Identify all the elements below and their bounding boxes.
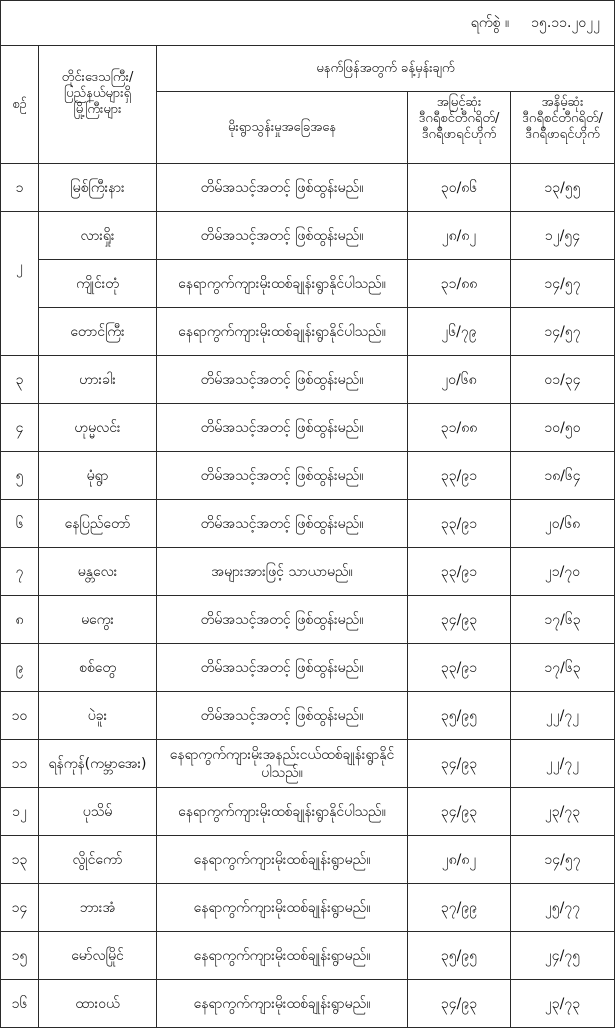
city-name: ပုသိမ် bbox=[39, 788, 156, 835]
city-name: မကွေး bbox=[39, 596, 156, 643]
min-temp: ၂၀/၆၈ bbox=[511, 500, 614, 547]
max-temp: ၃၄/၉၃ bbox=[408, 596, 510, 643]
min-temp: ၂၂/၇၂ bbox=[511, 692, 614, 739]
max-temp: ၂၀/၆၈ bbox=[408, 356, 510, 403]
header-rain-condition: မိုးရွာသွန်းမှုအခြေအနေ bbox=[157, 92, 407, 163]
rain-condition: အများအားဖြင့် သာယာမည်။ bbox=[157, 548, 407, 595]
rain-condition: နေရာကွက်ကျားမိုးထစ်ချုန်းရွာမည်။ bbox=[157, 836, 407, 883]
rain-condition: နေရာကွက်ကျားမိုးထစ်ချုန်းရွာမည်။ bbox=[157, 884, 407, 931]
max-temp: ၃၅/၉၅ bbox=[408, 932, 510, 979]
serial-number: ၁၀ bbox=[1, 692, 38, 739]
min-temp: ၂၂/၇၂ bbox=[511, 740, 614, 787]
serial-number: ၄ bbox=[1, 404, 38, 451]
max-temp: ၃၃/၉၁ bbox=[408, 548, 510, 595]
serial-number: ၂ bbox=[1, 212, 38, 355]
header-min-temp bbox=[511, 92, 614, 163]
min-temp: ၁၀/၅၀ bbox=[511, 404, 614, 451]
max-temp: ၃၃/၉၁ bbox=[408, 452, 510, 499]
rain-condition: တိမ်အသင့်အတင့် ဖြစ်ထွန်းမည်။ bbox=[157, 212, 407, 259]
rain-condition: တိမ်အသင့်အတင့် ဖြစ်ထွန်းမည်။ bbox=[157, 596, 407, 643]
city-name: မန္တလေး bbox=[39, 548, 156, 595]
city-name: မုံရွာ bbox=[39, 452, 156, 499]
rain-condition: တိမ်အသင့်အတင့် ဖြစ်ထွန်းမည်။ bbox=[157, 452, 407, 499]
rain-condition: တိမ်အသင့်အတင့် ဖြစ်ထွန်းမည်။ bbox=[157, 164, 407, 211]
city-name: စစ်တွေ bbox=[39, 644, 156, 691]
max-temp: ၂၈/၈၂ bbox=[408, 836, 510, 883]
min-temp: ၁၄/၅၇ bbox=[511, 260, 614, 307]
max-temp: ၃၁/၈၈ bbox=[408, 260, 510, 307]
rain-condition: နေရာကွက်ကျားမိုးထစ်ချုန်းရွာမည်။ bbox=[157, 932, 407, 979]
header-min-temp-line: ဒီဂရီစင်တီဂရိတ်/ bbox=[522, 110, 603, 126]
min-temp: ၁၇/၆၃ bbox=[511, 644, 614, 691]
serial-number: ၇ bbox=[1, 548, 38, 595]
city-name: လားရှိုး bbox=[39, 212, 156, 259]
max-temp: ၃၃/၉၁ bbox=[408, 644, 510, 691]
rain-condition: နေရာကွက်ကျားမိုးထစ်ချုန်းရွာနိုင်ပါသည်။ bbox=[157, 788, 407, 835]
date-row bbox=[1, 1, 614, 45]
min-temp: ၂၄/၇၅ bbox=[511, 932, 614, 979]
serial-number: ၁ bbox=[1, 164, 38, 211]
max-temp: ၃၁/၈၈ bbox=[408, 404, 510, 451]
header-max-temp-line: အမြင့်ဆုံး bbox=[436, 94, 482, 110]
min-temp: ၁၂/၅၄ bbox=[511, 212, 614, 259]
min-temp: ၂၃/၇၃ bbox=[511, 788, 614, 835]
max-temp: ၃၅/၉၅ bbox=[408, 692, 510, 739]
header-city bbox=[39, 46, 156, 163]
header-min-temp-line: အနိမ့်ဆုံး bbox=[541, 94, 584, 110]
city-name: ရန်ကုန်(ကမ္ဘာအေး) bbox=[39, 740, 156, 787]
min-temp: ၁၃/၅၅ bbox=[511, 164, 614, 211]
city-name: ပဲခူး bbox=[39, 692, 156, 739]
city-name: မော်လမြိုင် bbox=[39, 932, 156, 979]
rain-condition: နေရာကွက်ကျားမိုးအနည်းငယ်ထစ်ချုန်းရွာနိုင်ပါသည်။ bbox=[157, 740, 407, 787]
rain-condition: တိမ်အသင့်အတင့် ဖြစ်ထွန်းမည်။ bbox=[157, 404, 407, 451]
city-name: တောင်ကြီး bbox=[39, 308, 156, 355]
min-temp: ၂၅/၇၇ bbox=[511, 884, 614, 931]
serial-number: ၉ bbox=[1, 644, 38, 691]
city-name: ထားဝယ် bbox=[39, 980, 156, 1027]
header-serial: စဉ် bbox=[1, 46, 38, 163]
serial-number: ၁၃ bbox=[1, 836, 38, 883]
min-temp: ၁၈/၆၄ bbox=[511, 452, 614, 499]
serial-number: ၃ bbox=[1, 356, 38, 403]
serial-number: ၁၂ bbox=[1, 788, 38, 835]
serial-number: ၁၅ bbox=[1, 932, 38, 979]
city-name: လွိုင်ကော် bbox=[39, 836, 156, 883]
min-temp: ၁၄/၅၇ bbox=[511, 836, 614, 883]
header-city-line: ပြည်နယ်များရှိ bbox=[63, 85, 132, 101]
max-temp: ၃၃/၉၁ bbox=[408, 500, 510, 547]
max-temp: ၃၄/၉၃ bbox=[408, 740, 510, 787]
serial-number: ၁၁ bbox=[1, 740, 38, 787]
header-max-temp bbox=[408, 92, 510, 163]
max-temp: ၃၇/၉၉ bbox=[408, 884, 510, 931]
rain-condition: နေရာကွက်ကျားမိုးထစ်ချုန်းရွာနိုင်ပါသည်။ bbox=[157, 308, 407, 355]
min-temp: ၁၇/၆၃ bbox=[511, 596, 614, 643]
serial-number: ၁၆ bbox=[1, 980, 38, 1027]
max-temp: ၃၄/၉၃ bbox=[408, 788, 510, 835]
min-temp: ၀၁/၃၄ bbox=[511, 356, 614, 403]
max-temp: ၃၀/၈၆ bbox=[408, 164, 510, 211]
min-temp: ၂၁/၇၀ bbox=[511, 548, 614, 595]
min-temp: ၂၃/၇၃ bbox=[511, 980, 614, 1027]
max-temp: ၂၈/၈၂ bbox=[408, 212, 510, 259]
serial-number: ၈ bbox=[1, 596, 38, 643]
rain-condition: တိမ်အသင့်အတင့် ဖြစ်ထွန်းမည်။ bbox=[157, 692, 407, 739]
city-name: မြစ်ကြီးနား bbox=[39, 164, 156, 211]
city-name: ဟားခါး bbox=[39, 356, 156, 403]
serial-number: ၅ bbox=[1, 452, 38, 499]
header-max-temp-line: ဒီဂရီစင်တီဂရိတ်/ bbox=[418, 110, 500, 126]
rain-condition: တိမ်အသင့်အတင့် ဖြစ်ထွန်းမည်။ bbox=[157, 644, 407, 691]
rain-condition: နေရာကွက်ကျားမိုးထစ်ချုန်းရွာမည်။ bbox=[157, 980, 407, 1027]
city-name: ဟုမ္မလင်း bbox=[39, 404, 156, 451]
header-city-line: တိုင်းဒေသကြီး/ bbox=[61, 69, 134, 85]
city-name: ဘားအံ bbox=[39, 884, 156, 931]
max-temp: ၃၄/၉၃ bbox=[408, 980, 510, 1027]
date-value: ၁၅.၁၁.၂၀၂၂ bbox=[531, 15, 600, 31]
header-city-line: မြို့ကြီးများ bbox=[73, 101, 122, 117]
serial-number: ၆ bbox=[1, 500, 38, 547]
header-forecast-title: မနက်ဖြန်အတွက် ခန့်မှန်းချက် bbox=[157, 46, 614, 91]
header-max-temp-line: ဒီဂရီဖာရင်ဟိုက် bbox=[421, 126, 497, 142]
rain-condition: နေရာကွက်ကျားမိုးထစ်ချုန်းရွာနိုင်ပါသည်။ bbox=[157, 260, 407, 307]
min-temp: ၁၄/၅၇ bbox=[511, 308, 614, 355]
serial-number: ၁၄ bbox=[1, 884, 38, 931]
rain-condition: တိမ်အသင့်အတင့် ဖြစ်ထွန်းမည်။ bbox=[157, 500, 407, 547]
city-name: ကျိုင်းတုံ bbox=[39, 260, 156, 307]
city-name: နေပြည်တော် bbox=[39, 500, 156, 547]
max-temp: ၂၆/၇၉ bbox=[408, 308, 510, 355]
header-min-temp-line: ဒီဂရီဖာရင်ဟိုက် bbox=[525, 126, 600, 142]
rain-condition: တိမ်အသင့်အတင့် ဖြစ်ထွန်းမည်။ bbox=[157, 356, 407, 403]
date-label: ရက်စွဲ ။ bbox=[470, 15, 510, 31]
